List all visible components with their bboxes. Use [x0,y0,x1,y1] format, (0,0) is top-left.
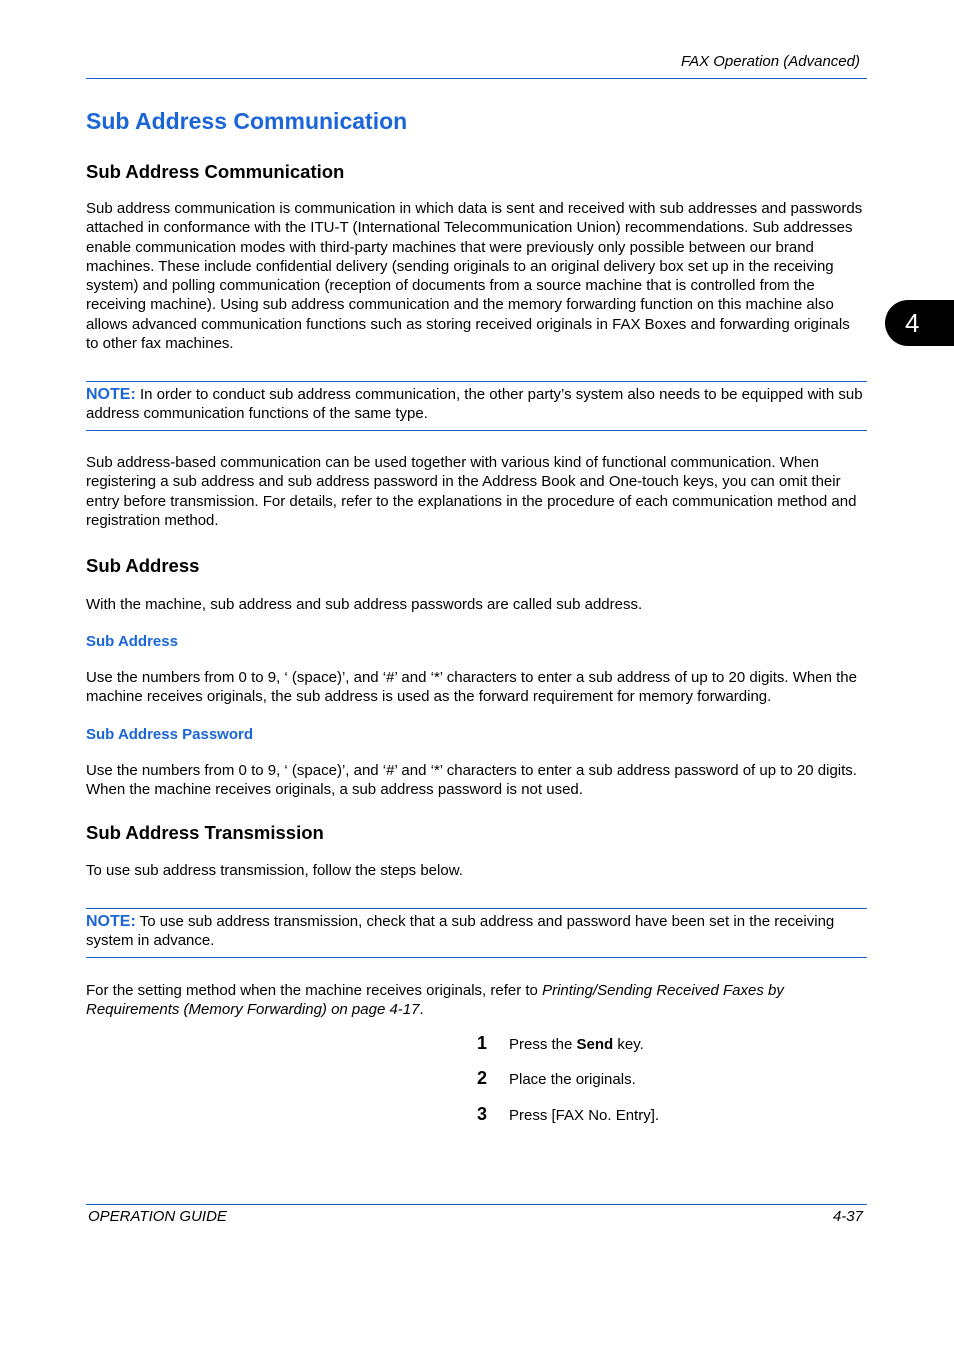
note-text: In order to conduct sub address communication, the other party’s system also needs to be equipped with sub address communication functions of the same type. [86,386,863,423]
paragraph: Use the numbers from 0 to 9, ‘ (space)’, and ‘#’ and ‘*’ characters to enter a sub address of up to 20 digits. When the machine receives originals, the sub address is used as the forward requirement for memory forwarding. [86,669,857,706]
note-label: NOTE: [86,386,136,403]
reference-prefix: For the setting method when the machine receives originals, refer to [86,982,543,999]
step-text: Place the originals. [509,1071,636,1088]
section-heading: Sub Address Transmission [86,822,324,843]
header-rule [86,78,867,79]
paragraph: To use sub address transmission, follow the steps below. [86,862,463,879]
step-number: 2 [477,1068,488,1088]
step-number: 1 [477,1033,488,1053]
paragraph: Use the numbers from 0 to 9, ‘ (space)’, and ‘#’ and ‘*’ characters to enter a sub address password of up to 20 digits. When the machine receives originals, a sub address password is not used. [86,762,857,799]
note-rule-bottom [86,957,867,958]
chapter-tab: 4 [885,300,954,346]
note-rule-bottom [86,430,867,431]
section-heading: Sub Address Communication [86,161,345,182]
paragraph: With the machine, sub address and sub address passwords are called sub address. [86,596,643,613]
page-title: Sub Address Communication [86,108,408,134]
page-number: 4-37 [832,1208,863,1225]
subsection-heading: Sub Address Password [86,726,253,743]
step-number: 3 [477,1104,488,1124]
reference-suffix: . [419,1001,424,1019]
footer-rule [86,1204,867,1205]
note-label: NOTE: [86,913,136,930]
step-text-pre: Press the [509,1036,577,1053]
section-heading: Sub Address [86,555,200,576]
reference-link-text: Printing/Sending Received Faxes by Requirements (Memory Forwarding) on page 4-17 [86,982,784,1019]
note-text: To use sub address transmission, check that a sub address and password have been set in the receiving system in advance. [86,913,835,950]
note-box [86,912,866,951]
paragraph: Sub address-based communication can be used together with various kind of functional communication. When registering a sub address and sub address password in the Address Book and One-touch keys, you can omit their entry before transmission. For details, refer to the explanations in the procedure of each communication method and registration method. [86,454,857,529]
note-rule-top [86,381,867,382]
step-text: Press [FAX No. Entry]. [509,1107,660,1124]
step-text [509,1036,644,1053]
paragraph: Sub address communication is communication in which data is sent and received with sub addresses and passwords attached in conformance with the ITU-T (International Telecommunication Union) recommendations. Sub addresses enable communication modes with third-party machines that were previously only possible between our brand machines. These include confidential delivery (sending originals to an original delivery box set up in the receiving system) and polling communication (reception of documents from a source machine that is controlled from the receiving machine). Using sub address communication and the memory forwarding function on this machine also allows advanced communication functions such as storing received originals in FAX Boxes and forwarding originals to other fax machines. [86,200,863,353]
note-rule-top [86,908,867,909]
running-header: FAX Operation (Advanced) [681,53,860,70]
subsection-heading: Sub Address [86,633,178,650]
key-name: Send [576,1036,614,1053]
step-text-post: key. [613,1036,644,1053]
note-box [86,385,866,424]
footer-guide-name: OPERATION GUIDE [88,1208,227,1225]
reference-paragraph [86,981,866,1020]
